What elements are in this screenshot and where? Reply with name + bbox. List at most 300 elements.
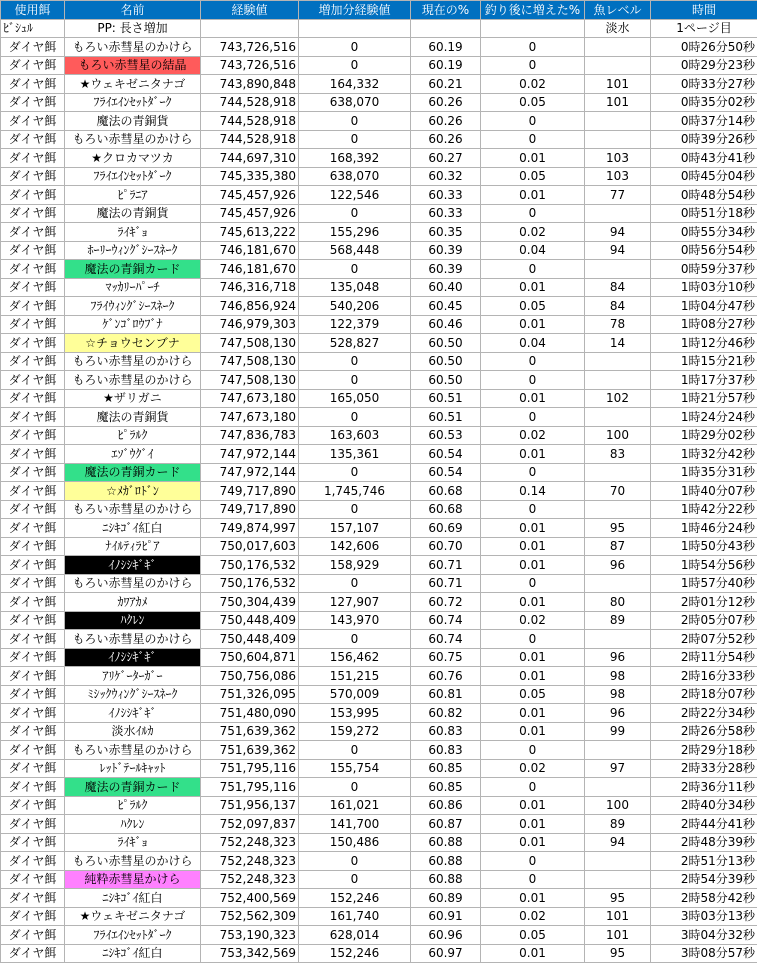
fish-level-cell[interactable]: 98 (585, 685, 651, 704)
current-percent-cell[interactable]: 60.35 (411, 223, 481, 242)
percent-gain-cell[interactable]: 0.01 (481, 815, 585, 834)
percent-gain-cell[interactable]: 0 (481, 778, 585, 797)
exp-gain-cell[interactable]: 152,246 (299, 944, 411, 963)
percent-gain-cell[interactable]: 0.05 (481, 926, 585, 945)
empty-cell[interactable] (481, 19, 585, 38)
exp-cell[interactable]: 750,756,086 (201, 667, 299, 686)
current-percent-cell[interactable]: 60.76 (411, 667, 481, 686)
item-name-cell[interactable]: もろい赤彗星のかけら (65, 630, 201, 649)
item-name-cell[interactable]: ☆ﾒｶﾞﾛﾄﾞﾝ (65, 482, 201, 501)
item-name-cell[interactable]: 魔法の青銅貨 (65, 408, 201, 427)
time-cell[interactable]: 0時51分18秒 (651, 204, 757, 223)
exp-gain-cell[interactable]: 0 (299, 352, 411, 371)
skill-cell[interactable]: PP: 長さ増加 (65, 19, 201, 38)
exp-cell[interactable]: 752,097,837 (201, 815, 299, 834)
bait-cell[interactable]: ダイヤ餌 (1, 519, 65, 538)
exp-cell[interactable]: 753,190,323 (201, 926, 299, 945)
bait-cell[interactable]: ダイヤ餌 (1, 426, 65, 445)
exp-gain-cell[interactable]: 0 (299, 260, 411, 279)
time-cell[interactable]: 2時05分07秒 (651, 611, 757, 630)
exp-cell[interactable]: 746,181,670 (201, 260, 299, 279)
item-name-cell[interactable]: ﾌﾗｲｴｲﾝｾｯﾄﾀﾞｰｸ (65, 93, 201, 112)
exp-gain-cell[interactable]: 158,929 (299, 556, 411, 575)
percent-gain-cell[interactable]: 0 (481, 741, 585, 760)
exp-cell[interactable]: 750,448,409 (201, 630, 299, 649)
current-percent-cell[interactable]: 60.74 (411, 611, 481, 630)
time-cell[interactable]: 2時51分13秒 (651, 852, 757, 871)
current-percent-cell[interactable]: 60.97 (411, 944, 481, 963)
current-percent-cell[interactable]: 60.88 (411, 870, 481, 889)
item-name-cell[interactable]: もろい赤彗星のかけら (65, 500, 201, 519)
bait-cell[interactable]: ダイヤ餌 (1, 186, 65, 205)
fish-level-cell[interactable]: 89 (585, 611, 651, 630)
percent-gain-cell[interactable]: 0 (481, 260, 585, 279)
item-name-cell[interactable]: ﾚｯﾄﾞﾃｰﾙｷｬｯﾄ (65, 759, 201, 778)
percent-gain-cell[interactable]: 0.01 (481, 537, 585, 556)
current-percent-cell[interactable]: 60.91 (411, 907, 481, 926)
exp-cell[interactable]: 749,717,890 (201, 500, 299, 519)
exp-cell[interactable]: 747,508,130 (201, 352, 299, 371)
percent-gain-cell[interactable]: 0 (481, 371, 585, 390)
bait-cell[interactable]: ダイヤ餌 (1, 93, 65, 112)
percent-gain-cell[interactable]: 0.01 (481, 315, 585, 334)
bait-cell[interactable]: ダイヤ餌 (1, 648, 65, 667)
fish-level-cell[interactable] (585, 352, 651, 371)
fish-level-cell[interactable] (585, 130, 651, 149)
exp-gain-cell[interactable]: 122,546 (299, 186, 411, 205)
fish-level-cell[interactable]: 97 (585, 759, 651, 778)
current-percent-cell[interactable]: 60.72 (411, 593, 481, 612)
time-cell[interactable]: 0時29分23秒 (651, 56, 757, 75)
time-cell[interactable]: 1時08分27秒 (651, 315, 757, 334)
current-percent-cell[interactable]: 60.85 (411, 778, 481, 797)
bait-cell[interactable]: ダイヤ餌 (1, 833, 65, 852)
percent-gain-cell[interactable]: 0.05 (481, 93, 585, 112)
current-percent-cell[interactable]: 60.39 (411, 241, 481, 260)
exp-gain-cell[interactable]: 155,754 (299, 759, 411, 778)
item-name-cell[interactable]: ﾌﾗｲｴｲﾝｾｯﾄﾀﾞｰｸ (65, 167, 201, 186)
current-percent-cell[interactable]: 60.53 (411, 426, 481, 445)
item-name-cell[interactable]: ﾎｰﾘｰｳｨﾝｸﾞｼｰｽﾈｰｸ (65, 241, 201, 260)
time-cell[interactable]: 1時04分47秒 (651, 297, 757, 316)
time-cell[interactable]: 1時35分31秒 (651, 463, 757, 482)
bait-cell[interactable]: ダイヤ餌 (1, 38, 65, 57)
exp-gain-cell[interactable]: 159,272 (299, 722, 411, 741)
fish-level-cell[interactable] (585, 630, 651, 649)
exp-gain-cell[interactable]: 0 (299, 371, 411, 390)
time-cell[interactable]: 3時03分13秒 (651, 907, 757, 926)
percent-gain-cell[interactable]: 0.02 (481, 75, 585, 94)
fish-level-cell[interactable]: 78 (585, 315, 651, 334)
exp-cell[interactable]: 747,972,144 (201, 445, 299, 464)
time-cell[interactable]: 0時43分41秒 (651, 149, 757, 168)
bait-cell[interactable]: ダイヤ餌 (1, 167, 65, 186)
bait-cell[interactable]: ダイヤ餌 (1, 500, 65, 519)
fish-level-cell[interactable]: 95 (585, 889, 651, 908)
bait-cell[interactable]: ダイヤ餌 (1, 630, 65, 649)
exp-gain-cell[interactable]: 0 (299, 463, 411, 482)
item-name-cell[interactable]: もろい赤彗星のかけら (65, 852, 201, 871)
percent-gain-cell[interactable]: 0.05 (481, 685, 585, 704)
time-cell[interactable]: 2時48分39秒 (651, 833, 757, 852)
current-percent-cell[interactable]: 60.54 (411, 445, 481, 464)
item-name-cell[interactable]: 魔法の青銅カード (65, 463, 201, 482)
bait-cell[interactable]: ダイヤ餌 (1, 241, 65, 260)
percent-gain-cell[interactable]: 0.02 (481, 907, 585, 926)
empty-cell[interactable] (201, 19, 299, 38)
exp-gain-cell[interactable]: 0 (299, 778, 411, 797)
item-name-cell[interactable]: ﾆｼｷｺﾞｲ紅白 (65, 889, 201, 908)
exp-gain-cell[interactable]: 164,332 (299, 75, 411, 94)
bait-cell[interactable]: ダイヤ餌 (1, 278, 65, 297)
empty-cell[interactable] (411, 19, 481, 38)
fish-level-cell[interactable]: 101 (585, 907, 651, 926)
time-cell[interactable]: 0時48分54秒 (651, 186, 757, 205)
fish-level-cell[interactable]: 96 (585, 648, 651, 667)
bait-cell[interactable]: ダイヤ餌 (1, 112, 65, 131)
percent-gain-cell[interactable]: 0 (481, 852, 585, 871)
percent-gain-cell[interactable]: 0 (481, 130, 585, 149)
fish-level-cell[interactable] (585, 870, 651, 889)
exp-gain-cell[interactable]: 568,448 (299, 241, 411, 260)
exp-cell[interactable]: 745,335,380 (201, 167, 299, 186)
time-cell[interactable]: 0時55分34秒 (651, 223, 757, 242)
header-bait[interactable]: 使用餌 (1, 1, 65, 20)
time-cell[interactable]: 1時46分24秒 (651, 519, 757, 538)
bait-cell[interactable]: ダイヤ餌 (1, 408, 65, 427)
time-cell[interactable]: 1時54分56秒 (651, 556, 757, 575)
exp-cell[interactable]: 752,248,323 (201, 833, 299, 852)
time-cell[interactable]: 1時12分46秒 (651, 334, 757, 353)
current-percent-cell[interactable]: 60.51 (411, 408, 481, 427)
time-cell[interactable]: 0時37分14秒 (651, 112, 757, 131)
time-cell[interactable]: 2時54分39秒 (651, 870, 757, 889)
header-exp[interactable]: 経験値 (201, 1, 299, 20)
time-cell[interactable]: 3時04分32秒 (651, 926, 757, 945)
bait-cell[interactable]: ダイヤ餌 (1, 796, 65, 815)
current-percent-cell[interactable]: 60.83 (411, 741, 481, 760)
time-cell[interactable]: 0時45分04秒 (651, 167, 757, 186)
item-name-cell[interactable]: ★ザリガニ (65, 389, 201, 408)
exp-gain-cell[interactable]: 0 (299, 630, 411, 649)
exp-cell[interactable]: 750,304,439 (201, 593, 299, 612)
fish-level-cell[interactable]: 94 (585, 223, 651, 242)
time-cell[interactable]: 3時08分57秒 (651, 944, 757, 963)
time-cell[interactable]: 2時58分42秒 (651, 889, 757, 908)
exp-gain-cell[interactable]: 540,206 (299, 297, 411, 316)
item-name-cell[interactable]: ﾋﾟﾗﾆｱ (65, 186, 201, 205)
exp-gain-cell[interactable]: 570,009 (299, 685, 411, 704)
exp-gain-cell[interactable]: 628,014 (299, 926, 411, 945)
time-cell[interactable]: 0時59分37秒 (651, 260, 757, 279)
exp-gain-cell[interactable]: 155,296 (299, 223, 411, 242)
bait-cell[interactable]: ダイヤ餌 (1, 482, 65, 501)
time-cell[interactable]: 0時26分50秒 (651, 38, 757, 57)
item-name-cell[interactable]: ﾊｸﾚﾝ (65, 611, 201, 630)
bait-cell[interactable]: ダイヤ餌 (1, 907, 65, 926)
fish-level-cell[interactable] (585, 204, 651, 223)
item-name-cell[interactable]: ★ウェキゼニタナゴ (65, 75, 201, 94)
fish-level-cell[interactable] (585, 112, 651, 131)
bait-cell[interactable]: ダイヤ餌 (1, 593, 65, 612)
exp-cell[interactable]: 752,248,323 (201, 852, 299, 871)
fish-level-cell[interactable] (585, 260, 651, 279)
fish-level-cell[interactable] (585, 778, 651, 797)
exp-cell[interactable]: 744,528,918 (201, 93, 299, 112)
bait-cell[interactable]: ダイヤ餌 (1, 759, 65, 778)
current-percent-cell[interactable]: 60.46 (411, 315, 481, 334)
current-percent-cell[interactable]: 60.68 (411, 482, 481, 501)
time-cell[interactable]: 0時35分02秒 (651, 93, 757, 112)
current-percent-cell[interactable]: 60.19 (411, 56, 481, 75)
fish-level-cell[interactable]: 95 (585, 944, 651, 963)
current-percent-cell[interactable]: 60.32 (411, 167, 481, 186)
current-percent-cell[interactable]: 60.96 (411, 926, 481, 945)
bait-cell[interactable]: ダイヤ餌 (1, 445, 65, 464)
bait-cell[interactable]: ダイヤ餌 (1, 315, 65, 334)
item-name-cell[interactable]: もろい赤彗星のかけら (65, 574, 201, 593)
item-name-cell[interactable]: ｹﾞﾝｺﾞﾛｳﾌﾞﾅ (65, 315, 201, 334)
header-exp-gain[interactable]: 増加分経験値 (299, 1, 411, 20)
percent-gain-cell[interactable]: 0 (481, 630, 585, 649)
exp-gain-cell[interactable]: 0 (299, 852, 411, 871)
item-name-cell[interactable]: ﾐｼｯｸｳｨﾝｸﾞｼｰｽﾈｰｸ (65, 685, 201, 704)
current-percent-cell[interactable]: 60.26 (411, 112, 481, 131)
fish-level-cell[interactable]: 84 (585, 297, 651, 316)
current-percent-cell[interactable]: 60.88 (411, 852, 481, 871)
time-cell[interactable]: 2時26分58秒 (651, 722, 757, 741)
empty-cell[interactable] (299, 19, 411, 38)
percent-gain-cell[interactable]: 0 (481, 38, 585, 57)
exp-cell[interactable]: 751,639,362 (201, 722, 299, 741)
exp-gain-cell[interactable]: 153,995 (299, 704, 411, 723)
current-percent-cell[interactable]: 60.45 (411, 297, 481, 316)
item-name-cell[interactable]: ﾆｼｷｺﾞｲ紅白 (65, 519, 201, 538)
item-name-cell[interactable]: ﾗｲｷﾞｮ (65, 223, 201, 242)
exp-cell[interactable]: 749,717,890 (201, 482, 299, 501)
current-percent-cell[interactable]: 60.85 (411, 759, 481, 778)
percent-gain-cell[interactable]: 0.01 (481, 648, 585, 667)
bait-cell[interactable]: ダイヤ餌 (1, 778, 65, 797)
bait-cell[interactable]: ダイヤ餌 (1, 889, 65, 908)
exp-cell[interactable]: 751,326,095 (201, 685, 299, 704)
time-cell[interactable]: 1時03分10秒 (651, 278, 757, 297)
item-name-cell[interactable]: ﾌﾗｲｴｲﾝｾｯﾄﾀﾞｰｸ (65, 926, 201, 945)
current-percent-cell[interactable]: 60.69 (411, 519, 481, 538)
percent-gain-cell[interactable]: 0 (481, 408, 585, 427)
exp-gain-cell[interactable]: 161,740 (299, 907, 411, 926)
exp-cell[interactable]: 744,528,918 (201, 112, 299, 131)
percent-gain-cell[interactable]: 0 (481, 574, 585, 593)
bait-cell[interactable]: ダイヤ餌 (1, 297, 65, 316)
exp-cell[interactable]: 743,726,516 (201, 56, 299, 75)
item-name-cell[interactable]: もろい赤彗星のかけら (65, 352, 201, 371)
exp-cell[interactable]: 745,457,926 (201, 204, 299, 223)
item-name-cell[interactable]: もろい赤彗星の結晶 (65, 56, 201, 75)
fish-level-cell[interactable]: 101 (585, 926, 651, 945)
exp-gain-cell[interactable]: 0 (299, 112, 411, 131)
time-cell[interactable]: 2時33分28秒 (651, 759, 757, 778)
bait-cell[interactable]: ダイヤ餌 (1, 371, 65, 390)
exp-gain-cell[interactable]: 142,606 (299, 537, 411, 556)
exp-gain-cell[interactable]: 163,603 (299, 426, 411, 445)
time-cell[interactable]: 1時40分07秒 (651, 482, 757, 501)
percent-gain-cell[interactable]: 0.01 (481, 556, 585, 575)
exp-cell[interactable]: 751,795,116 (201, 778, 299, 797)
exp-gain-cell[interactable]: 122,379 (299, 315, 411, 334)
time-cell[interactable]: 1時42分22秒 (651, 500, 757, 519)
fish-level-cell[interactable] (585, 463, 651, 482)
percent-gain-cell[interactable]: 0.14 (481, 482, 585, 501)
time-cell[interactable]: 2時01分12秒 (651, 593, 757, 612)
item-name-cell[interactable]: ｶﾜｱｶﾒ (65, 593, 201, 612)
item-name-cell[interactable]: ﾋﾟﾗﾙｸ (65, 426, 201, 445)
time-cell[interactable]: 2時22分34秒 (651, 704, 757, 723)
time-cell[interactable]: 1時21分57秒 (651, 389, 757, 408)
fish-level-cell[interactable]: 102 (585, 389, 651, 408)
bait-cell[interactable]: ダイヤ餌 (1, 389, 65, 408)
time-cell[interactable]: 1時50分43秒 (651, 537, 757, 556)
fish-level-cell[interactable]: 95 (585, 519, 651, 538)
percent-gain-cell[interactable]: 0 (481, 870, 585, 889)
current-percent-cell[interactable]: 60.83 (411, 722, 481, 741)
fish-level-cell[interactable]: 87 (585, 537, 651, 556)
fish-level-cell[interactable]: 100 (585, 796, 651, 815)
item-name-cell[interactable]: ﾆｼｷｺﾞｲ紅白 (65, 944, 201, 963)
exp-cell[interactable]: 751,956,137 (201, 796, 299, 815)
bait-cell[interactable]: ダイヤ餌 (1, 926, 65, 945)
header-name[interactable]: 名前 (65, 1, 201, 20)
page-label-cell[interactable]: 1ページ目 (651, 19, 757, 38)
current-percent-cell[interactable]: 60.82 (411, 704, 481, 723)
fish-level-cell[interactable] (585, 741, 651, 760)
fish-level-cell[interactable]: 98 (585, 667, 651, 686)
fish-level-cell[interactable] (585, 500, 651, 519)
current-percent-cell[interactable]: 60.81 (411, 685, 481, 704)
percent-gain-cell[interactable]: 0 (481, 463, 585, 482)
current-percent-cell[interactable]: 60.21 (411, 75, 481, 94)
bait-cell[interactable]: ダイヤ餌 (1, 334, 65, 353)
exp-cell[interactable]: 745,457,926 (201, 186, 299, 205)
percent-gain-cell[interactable]: 0.01 (481, 704, 585, 723)
percent-gain-cell[interactable]: 0.01 (481, 796, 585, 815)
bait-cell[interactable]: ダイヤ餌 (1, 130, 65, 149)
item-name-cell[interactable]: もろい赤彗星のかけら (65, 38, 201, 57)
exp-cell[interactable]: 750,604,871 (201, 648, 299, 667)
current-percent-cell[interactable]: 60.54 (411, 463, 481, 482)
exp-gain-cell[interactable]: 528,827 (299, 334, 411, 353)
item-name-cell[interactable]: もろい赤彗星のかけら (65, 741, 201, 760)
exp-cell[interactable]: 752,248,323 (201, 870, 299, 889)
bait-cell[interactable]: ダイヤ餌 (1, 537, 65, 556)
item-name-cell[interactable]: ﾊｸﾚﾝ (65, 815, 201, 834)
current-percent-cell[interactable]: 60.86 (411, 796, 481, 815)
item-name-cell[interactable]: もろい赤彗星のかけら (65, 371, 201, 390)
item-name-cell[interactable]: 魔法の青銅カード (65, 260, 201, 279)
exp-gain-cell[interactable]: 0 (299, 574, 411, 593)
percent-gain-cell[interactable]: 0.02 (481, 611, 585, 630)
item-name-cell[interactable]: ﾗｲｷﾞｮ (65, 833, 201, 852)
exp-cell[interactable]: 746,979,303 (201, 315, 299, 334)
percent-gain-cell[interactable]: 0 (481, 352, 585, 371)
percent-gain-cell[interactable]: 0.05 (481, 297, 585, 316)
percent-gain-cell[interactable]: 0.01 (481, 833, 585, 852)
exp-cell[interactable]: 752,562,309 (201, 907, 299, 926)
percent-gain-cell[interactable]: 0.01 (481, 389, 585, 408)
current-percent-cell[interactable]: 60.75 (411, 648, 481, 667)
item-name-cell[interactable]: ｲﾉｼｼｷﾞｷﾞ (65, 704, 201, 723)
exp-cell[interactable]: 746,181,670 (201, 241, 299, 260)
exp-cell[interactable]: 749,874,997 (201, 519, 299, 538)
item-name-cell[interactable]: ｱﾘｹﾞｰﾀｰｶﾞｰ (65, 667, 201, 686)
current-percent-cell[interactable]: 60.39 (411, 260, 481, 279)
bait-cell[interactable]: ダイヤ餌 (1, 556, 65, 575)
current-percent-cell[interactable]: 60.33 (411, 204, 481, 223)
current-percent-cell[interactable]: 60.50 (411, 371, 481, 390)
percent-gain-cell[interactable]: 0 (481, 112, 585, 131)
fish-level-cell[interactable]: 96 (585, 556, 651, 575)
percent-gain-cell[interactable]: 0.01 (481, 149, 585, 168)
fish-level-cell[interactable]: 89 (585, 815, 651, 834)
time-cell[interactable]: 2時40分34秒 (651, 796, 757, 815)
time-cell[interactable]: 2時29分18秒 (651, 741, 757, 760)
bait-cell[interactable]: ダイヤ餌 (1, 815, 65, 834)
exp-gain-cell[interactable]: 135,048 (299, 278, 411, 297)
percent-gain-cell[interactable]: 0.01 (481, 667, 585, 686)
fish-level-cell[interactable]: 103 (585, 149, 651, 168)
exp-cell[interactable]: 750,448,409 (201, 611, 299, 630)
bait-cell[interactable]: ダイヤ餌 (1, 611, 65, 630)
current-percent-cell[interactable]: 60.40 (411, 278, 481, 297)
exp-gain-cell[interactable]: 168,392 (299, 149, 411, 168)
current-percent-cell[interactable]: 60.50 (411, 334, 481, 353)
bait-cell[interactable]: ダイヤ餌 (1, 870, 65, 889)
exp-cell[interactable]: 747,673,180 (201, 389, 299, 408)
exp-cell[interactable]: 747,972,144 (201, 463, 299, 482)
exp-cell[interactable]: 747,508,130 (201, 334, 299, 353)
bait-cell[interactable]: ダイヤ餌 (1, 149, 65, 168)
fish-level-cell[interactable] (585, 574, 651, 593)
item-name-cell[interactable]: 魔法の青銅貨 (65, 204, 201, 223)
fish-level-cell[interactable]: 100 (585, 426, 651, 445)
time-cell[interactable]: 1時24分24秒 (651, 408, 757, 427)
header-current-percent[interactable]: 現在の% (411, 1, 481, 20)
exp-cell[interactable]: 750,017,603 (201, 537, 299, 556)
time-cell[interactable]: 2時44分41秒 (651, 815, 757, 834)
fish-level-cell[interactable]: 84 (585, 278, 651, 297)
fish-level-cell[interactable]: 83 (585, 445, 651, 464)
item-name-cell[interactable]: ｴｿﾞｳｸﾞｲ (65, 445, 201, 464)
header-fish-level[interactable]: 魚レベル (585, 1, 651, 20)
time-cell[interactable]: 1時57分40秒 (651, 574, 757, 593)
time-cell[interactable]: 2時36分11秒 (651, 778, 757, 797)
exp-cell[interactable]: 752,400,569 (201, 889, 299, 908)
exp-gain-cell[interactable]: 0 (299, 500, 411, 519)
bait-cell[interactable]: ダイヤ餌 (1, 223, 65, 242)
exp-gain-cell[interactable]: 1,745,746 (299, 482, 411, 501)
current-percent-cell[interactable]: 60.51 (411, 389, 481, 408)
exp-gain-cell[interactable]: 638,070 (299, 93, 411, 112)
header-percent-gain[interactable]: 釣り後に増えた% (481, 1, 585, 20)
current-percent-cell[interactable]: 60.50 (411, 352, 481, 371)
percent-gain-cell[interactable]: 0.01 (481, 278, 585, 297)
exp-gain-cell[interactable]: 0 (299, 56, 411, 75)
percent-gain-cell[interactable]: 0.01 (481, 445, 585, 464)
item-name-cell[interactable]: もろい赤彗星のかけら (65, 130, 201, 149)
bait-cell[interactable]: ダイヤ餌 (1, 56, 65, 75)
current-percent-cell[interactable]: 60.19 (411, 38, 481, 57)
current-percent-cell[interactable]: 60.27 (411, 149, 481, 168)
